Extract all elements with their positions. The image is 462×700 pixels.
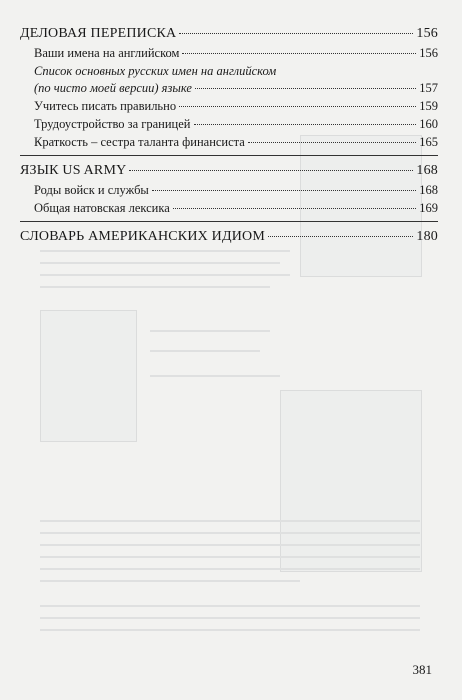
leader-dots [182,53,416,54]
bleed-line [150,375,280,377]
bleed-line [150,330,270,332]
leader-dots [194,124,417,125]
page-number: 381 [412,662,432,677]
toc-page-number: 168 [419,183,438,197]
toc-page-number: 159 [419,99,438,113]
toc-section-us-army-language[interactable] [20,163,438,179]
bleed-line [40,532,420,534]
bleed-line [40,617,420,619]
toc-entry-title: Ваши имена на английском [34,46,180,60]
toc-entry-title: Общая натовская лексика [34,201,170,215]
bleed-line [40,544,420,546]
toc-entry[interactable] [20,134,438,151]
toc-entry-title: Краткость – сестра таланта финансиста [34,135,245,149]
toc-entry-title: Учитесь писать правильно [34,99,177,113]
toc-page-number: 180 [416,229,438,244]
bleed-line [40,250,290,252]
table-of-contents [20,26,438,248]
toc-section-title: ДЕЛОВАЯ ПЕРЕПИСКА [20,26,177,41]
section-divider [20,221,438,222]
toc-section-american-idioms-dictionary[interactable] [20,229,438,245]
bleed-line [40,262,280,264]
bleed-line [40,580,300,582]
toc-entry[interactable] [20,45,438,62]
toc-page-number: 165 [419,135,438,149]
bleed-line [150,350,260,352]
leader-dots [173,208,416,209]
leader-dots [248,142,416,143]
toc-entry[interactable] [20,80,438,97]
section-divider [20,155,438,156]
bleed-book-cover-3 [280,390,422,572]
toc-entry-title: Трудоустройство за границей [34,117,191,131]
leader-dots [129,170,413,171]
toc-entry-title-line2: (по чисто моей версии) языке [34,81,192,95]
leader-dots [152,190,416,191]
bleed-line [40,520,420,522]
toc-page-number: 169 [419,201,438,215]
toc-entry[interactable] [20,182,438,199]
toc-entry[interactable] [20,98,438,115]
bleed-line [40,568,420,570]
toc-page-number: 156 [419,46,438,60]
toc-page-number: 157 [419,81,438,95]
toc-entry[interactable] [20,116,438,133]
leader-dots [195,88,416,89]
toc-page-number: 168 [416,163,438,178]
bleed-line [40,605,420,607]
toc-entry[interactable] [20,200,438,217]
bleed-book-cover-2 [40,310,137,442]
bleed-line [40,629,420,631]
leader-dots [268,236,413,237]
toc-section-business-correspondence[interactable] [20,26,438,42]
toc-entry-title-line1[interactable]: Список основных русских имен на английском [34,64,277,78]
bleed-line [40,556,420,558]
toc-entry-title: Роды войск и службы [34,183,149,197]
toc-section-title: ЯЗЫК US ARMY [20,163,127,178]
leader-dots [179,106,416,107]
toc-page-number: 156 [416,26,438,41]
bleed-line [40,286,270,288]
toc-page-number: 160 [419,117,438,131]
toc-section-title: СЛОВАРЬ АМЕРИКАНСКИХ ИДИОМ [20,229,265,244]
leader-dots [179,33,413,34]
bleed-line [40,274,290,276]
